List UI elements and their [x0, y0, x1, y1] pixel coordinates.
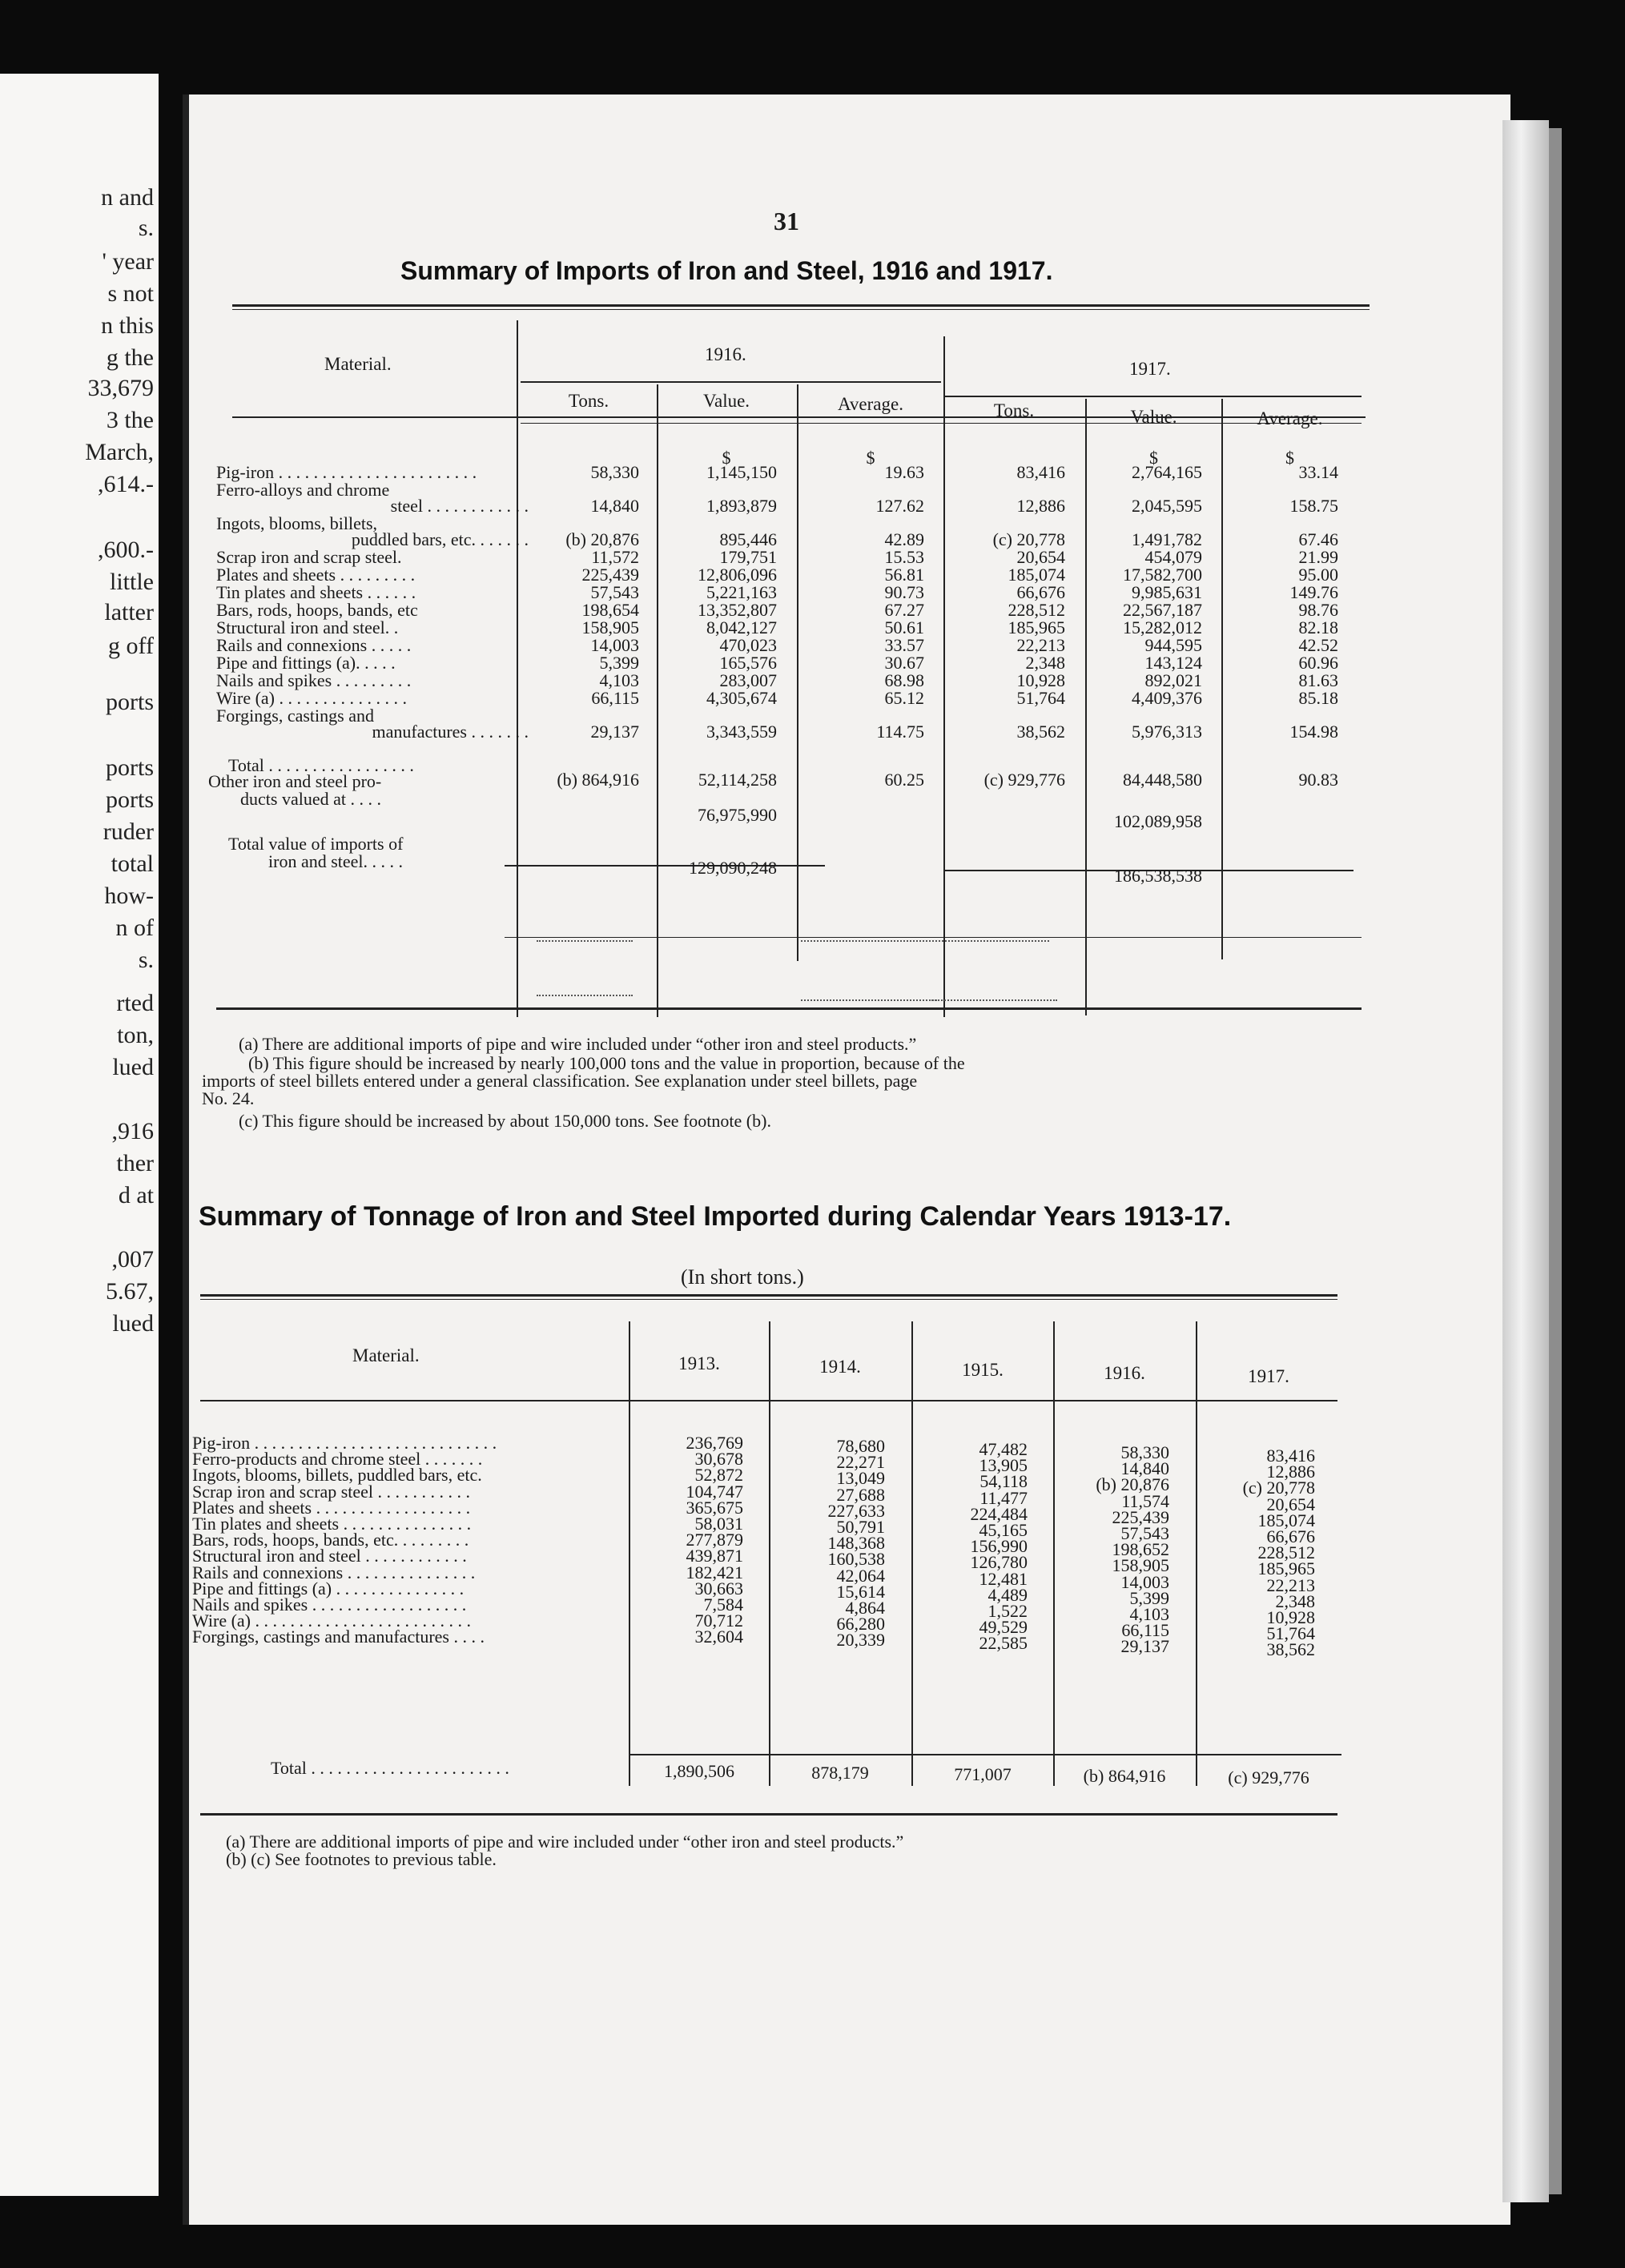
table2-material-header: Material. — [352, 1345, 420, 1365]
table1-cell: 17,582,700 — [1123, 565, 1202, 585]
table2-col-rule — [1196, 1321, 1197, 1786]
table1-cell: 8,042,127 — [706, 617, 777, 637]
table2-total-label: Total . . . . . . . . . . . . . . . . . . . . . . . — [271, 1758, 509, 1778]
table1-leader — [537, 940, 633, 942]
table1-bottom-rule — [216, 1007, 1362, 1010]
table2-cell: 70,712 — [694, 1611, 743, 1631]
table2-subtitle: (In short tons.) — [681, 1265, 804, 1289]
table1-cell: (c) 20,778 — [992, 529, 1065, 549]
table1-cell: 185,074 — [1008, 565, 1065, 585]
table1-cell: 149.76 — [1289, 582, 1338, 602]
table1-cell: 33.14 — [1298, 462, 1338, 482]
table1-cell: 19.63 — [884, 462, 924, 482]
table2-total-rule — [629, 1754, 1341, 1755]
table2-cell: 14,840 — [1120, 1458, 1169, 1479]
table2-cell: 227,633 — [827, 1500, 885, 1521]
table1-cell: 20,654 — [1016, 547, 1065, 567]
facing-page-fragment — [0, 74, 159, 2196]
left-page-text-fragment: rted — [116, 990, 154, 1016]
table2-total-cell: 771,007 — [954, 1764, 1012, 1784]
left-page-text-fragment: s not — [107, 280, 154, 307]
table1-col-header: Value. — [702, 391, 750, 411]
left-page-text-fragment: ther — [116, 1150, 154, 1176]
table1-cell: 56.81 — [884, 565, 924, 585]
left-page-text-fragment: ,614.- — [98, 471, 154, 497]
table2-cell: 185,074 — [1257, 1510, 1315, 1530]
table1-col-header: Tons. — [993, 400, 1035, 420]
table2-row-label: Tin plates and sheets . . . . . . . . . . . . . . . — [192, 1514, 472, 1534]
table2-cell: 45,165 — [979, 1520, 1028, 1540]
table2-cell: 4,864 — [845, 1598, 885, 1618]
page-edge — [183, 94, 189, 2225]
left-page-text-fragment: how- — [104, 883, 154, 909]
table2-cell: 10,928 — [1266, 1607, 1315, 1627]
left-page-text-fragment: n this — [101, 312, 154, 339]
table1-year-1916: 1916. — [705, 344, 746, 364]
table1-row-label: Scrap iron and scrap steel. — [216, 547, 402, 567]
table2-cell: (c) 20,778 — [1242, 1478, 1315, 1498]
table2-cell: 4,489 — [987, 1584, 1028, 1605]
table1-row-label: Tin plates and sheets . . . . . . — [216, 582, 416, 602]
table2-col-rule — [769, 1321, 770, 1786]
table2-year-header: 1916. — [1104, 1363, 1145, 1383]
table2-cell: 1,522 — [987, 1601, 1028, 1621]
table1-cell: 29,137 — [590, 722, 639, 742]
table2-cell: 104,747 — [686, 1481, 743, 1502]
table2-year-header: 1917. — [1248, 1366, 1289, 1386]
table1-col-header: Average. — [1257, 408, 1323, 428]
table2-row-label: Wire (a) . . . . . . . . . . . . . . . . . . . . . . . . . — [192, 1611, 472, 1631]
table1-cell: 1,893,879 — [706, 496, 777, 516]
table1-leader — [929, 940, 1049, 942]
table2-total-cell: 1,890,506 — [664, 1761, 734, 1781]
table2-row-label: Rails and connexions . . . . . . . . . . . . . . . — [192, 1562, 476, 1582]
table1-cell: 51,764 — [1016, 688, 1065, 708]
left-page-text-fragment: March, — [85, 439, 154, 465]
table2-cell: 11,477 — [979, 1487, 1028, 1508]
table1-unit-symbol: $ — [1285, 448, 1294, 468]
table2-cell: 228,512 — [1257, 1542, 1315, 1563]
table2-cell: 13,905 — [979, 1455, 1028, 1476]
table1-cell: 895,446 — [719, 529, 777, 549]
table2-col-rule — [629, 1321, 630, 1786]
table1-row-label: Wire (a) . . . . . . . . . . . . . . . — [216, 688, 408, 708]
table1-cell: 66,676 — [1016, 582, 1065, 602]
table1-cell: 13,352,807 — [698, 600, 777, 620]
left-page-text-fragment: ,007 — [111, 1246, 154, 1273]
table1-row-label: Ferro-alloys and chrome — [216, 480, 390, 500]
table2-total-cell: 878,179 — [811, 1763, 869, 1783]
table2-cell: 52,872 — [694, 1465, 743, 1486]
left-page-text-fragment: ports — [106, 754, 154, 781]
table1-row-label: Bars, rods, hoops, bands, etc — [216, 600, 418, 620]
table1-footnote: (c) This figure should be increased by about 150,000 tons. See footnote (b). — [239, 1111, 771, 1131]
table1-1916-underline — [521, 381, 941, 383]
table1-cell: 22,213 — [1016, 635, 1065, 655]
left-page-text-fragment: total — [111, 850, 154, 877]
table2-top-rule — [200, 1294, 1337, 1297]
table2-cell: 49,529 — [979, 1617, 1028, 1638]
table2-title: Summary of Tonnage of Iron and Steel Imported during Calendar Years 1913-17. — [199, 1201, 1232, 1232]
table1-cell: 1,145,150 — [706, 462, 777, 482]
table1-cell: 82.18 — [1298, 617, 1338, 637]
table1-row-label: Nails and spikes . . . . . . . . . — [216, 670, 412, 690]
table2-top-rule-2 — [200, 1299, 1337, 1300]
left-page-text-fragment: ruder — [103, 818, 154, 845]
table2-cell: 182,421 — [686, 1562, 743, 1582]
table1-cell: 179,751 — [719, 547, 777, 567]
table1-other-cell: 102,089,958 — [1114, 811, 1202, 831]
left-page-text-fragment: 5.67, — [106, 1278, 154, 1305]
table1-cell: 5,221,163 — [706, 582, 777, 602]
table2-year-header: 1913. — [678, 1353, 720, 1373]
table2-row-label: Ferro-products and chrome steel . . . . . . . — [192, 1449, 483, 1470]
table2-cell: 11,574 — [1121, 1490, 1169, 1511]
left-page-text-fragment: ,600.- — [98, 537, 154, 563]
left-page-text-fragment: n of — [115, 915, 154, 941]
table1-total-cell: (b) 864,916 — [557, 770, 639, 790]
table2-cell: 224,484 — [970, 1503, 1028, 1524]
table1-row-label: manufactures . . . . . . . — [372, 722, 529, 742]
table2-cell: 66,280 — [836, 1614, 885, 1635]
table2-row-label: Forgings, castings and manufactures . . . . — [192, 1627, 485, 1647]
table2-cell: 158,905 — [1112, 1555, 1169, 1576]
table1-row-label: Rails and connexions . . . . . — [216, 635, 412, 655]
table2-cell: 83,416 — [1266, 1446, 1315, 1466]
table2-cell: 2,348 — [1275, 1590, 1315, 1611]
table1-cell: 228,512 — [1008, 600, 1065, 620]
table1-footnote: (a) There are additional imports of pipe and wire included under “other iron and steel products.” — [239, 1034, 917, 1054]
table1-cell: 10,928 — [1016, 670, 1065, 690]
table1-cell: 892,021 — [1144, 670, 1202, 690]
table1-cell: 12,886 — [1016, 496, 1065, 516]
table2-cell: 12,886 — [1266, 1462, 1315, 1482]
table1-cell: 57,543 — [590, 582, 639, 602]
table1-title: Summary of Imports of Iron and Steel, 1916 and 1917. — [400, 256, 1053, 285]
table2-cell: 4,103 — [1129, 1604, 1169, 1624]
table1-total-cell: (c) 929,776 — [983, 770, 1065, 790]
table2-cell: 236,769 — [686, 1433, 743, 1453]
table2-cell: 38,562 — [1266, 1639, 1315, 1660]
left-page-text-fragment: s. — [138, 947, 154, 973]
table1-cell: 67.46 — [1298, 529, 1338, 549]
table1-other-rule — [505, 937, 1362, 938]
table1-cell: 14,840 — [590, 496, 639, 516]
table1-unit-symbol: $ — [866, 448, 875, 468]
table2-cell: 30,663 — [694, 1578, 743, 1598]
table2-cell: 57,543 — [1120, 1523, 1169, 1543]
table1-cell: 33.57 — [884, 635, 924, 655]
table2-row-label: Bars, rods, hoops, bands, etc. . . . . . . . . — [192, 1530, 469, 1550]
table1-cell: 127.62 — [875, 496, 924, 516]
table1-cell: 283,007 — [719, 670, 777, 690]
table1-total-cell: 84,448,580 — [1123, 770, 1202, 790]
table1-material-header: Material. — [324, 354, 392, 374]
table1-total-cell: 60.25 — [884, 770, 924, 790]
table1-row-label: Plates and sheets . . . . . . . . . — [216, 565, 416, 585]
table1-year-1917: 1917. — [1129, 359, 1171, 379]
table1-unit-symbol: $ — [722, 448, 731, 468]
table2-total-cell: (b) 864,916 — [1083, 1766, 1166, 1786]
table2-cell: 54,118 — [979, 1471, 1028, 1492]
table2-cell: 30,678 — [694, 1449, 743, 1470]
table2-cell: 58,031 — [694, 1514, 743, 1534]
table1-row-label: Ingots, blooms, billets, — [216, 513, 378, 533]
table1-row-label: puddled bars, etc. . . . . . . — [351, 529, 529, 549]
table2-col-rule — [1053, 1321, 1055, 1786]
table2-cell: 126,780 — [970, 1552, 1028, 1573]
table1-cell: 185,965 — [1008, 617, 1065, 637]
table2-cell: 13,049 — [836, 1468, 885, 1489]
left-page-text-fragment: ' year — [102, 248, 154, 275]
left-page-text-fragment: s. — [138, 215, 154, 241]
table1-cell: 143,124 — [1144, 653, 1202, 673]
table1-cell: 30.67 — [884, 653, 924, 673]
page-number: 31 — [774, 207, 799, 235]
table2-year-header: 1914. — [819, 1357, 861, 1377]
table1-cell: 154.98 — [1289, 722, 1338, 742]
table2-cell: 27,688 — [836, 1484, 885, 1505]
table1-total-label: Total . . . . . . . . . . . . . . . . . — [228, 755, 414, 775]
table1-cell: 9,985,631 — [1132, 582, 1202, 602]
table1-cell: 165,576 — [719, 653, 777, 673]
table1-row-label: Forgings, castings and — [216, 706, 374, 726]
table2-cell: 7,584 — [703, 1594, 743, 1615]
table2-cell: 5,399 — [1129, 1587, 1169, 1608]
table2-bottom-rule — [200, 1813, 1337, 1816]
table1-grand-total-label: Total value of imports of — [228, 834, 404, 854]
table2-cell: 365,675 — [686, 1497, 743, 1518]
table1-grand-total-label: iron and steel. . . . . — [268, 851, 404, 871]
table1-row-label: steel . . . . . . . . . . . . — [390, 496, 529, 516]
table1-cell: 5,976,313 — [1132, 722, 1202, 742]
table2-cell: 156,990 — [970, 1536, 1028, 1557]
left-page-text-fragment: 3 the — [106, 407, 154, 433]
table2-cell: 185,965 — [1257, 1558, 1315, 1579]
table1-row-label: Pig-iron . . . . . . . . . . . . . . . . . . . . . . . — [216, 462, 477, 482]
table1-cell: 42.89 — [884, 529, 924, 549]
table2-cell: 160,538 — [827, 1549, 885, 1570]
table2-cell: 58,330 — [1120, 1442, 1169, 1462]
table2-cell: 277,879 — [686, 1530, 743, 1550]
table1-cell: 60.96 — [1298, 653, 1338, 673]
table1-footnote: imports of steel billets entered under a general classification. See explanation under steel billets, page — [202, 1071, 918, 1091]
left-page-text-fragment: ports — [106, 786, 154, 813]
left-page-text-fragment: ton, — [117, 1022, 154, 1048]
left-page-text-fragment: latter — [104, 599, 154, 625]
table2-cell: 22,213 — [1266, 1574, 1315, 1595]
table1-cell: 158.75 — [1289, 496, 1338, 516]
left-page-text-fragment: 33,679 — [87, 375, 154, 401]
page-stack-shadow — [1549, 128, 1562, 2194]
table1-other-label: Other iron and steel pro- — [208, 771, 382, 791]
table1-cell: 42.52 — [1298, 635, 1338, 655]
table1-row-label: Pipe and fittings (a). . . . . — [216, 653, 396, 673]
table1-other-label: ducts valued at . . . . — [240, 789, 381, 809]
table2-cell: 14,003 — [1120, 1571, 1169, 1592]
table2-cell: 439,871 — [686, 1546, 743, 1566]
table2-row-label: Plates and sheets . . . . . . . . . . . . . . . . . . — [192, 1497, 471, 1518]
table1-cell: 90.73 — [884, 582, 924, 602]
table2-cell: 50,791 — [836, 1517, 885, 1537]
table2-cell: 148,368 — [827, 1533, 885, 1554]
table2-cell: (b) 20,876 — [1096, 1474, 1169, 1495]
table1-cell: 944,595 — [1144, 635, 1202, 655]
table1-other-cell: 76,975,990 — [698, 805, 777, 825]
table1-leader — [801, 999, 937, 1001]
table1-cell: 4,103 — [599, 670, 639, 690]
table2-row-label: Pipe and fittings (a) . . . . . . . . . . . . . . . — [192, 1578, 465, 1598]
table1-total-cell: 90.83 — [1298, 770, 1338, 790]
left-page-text-fragment: little — [110, 569, 154, 595]
table1-cell: 4,409,376 — [1132, 688, 1202, 708]
table1-cell: 114.75 — [876, 722, 924, 742]
table2-cell: 20,654 — [1266, 1494, 1315, 1514]
table1-top-rule-2 — [232, 309, 1370, 310]
table1-cell: 68.98 — [884, 670, 924, 690]
table1-cell: 15.53 — [884, 547, 924, 567]
table1-cell: 65.12 — [884, 688, 924, 708]
table1-cell: 11,572 — [591, 547, 639, 567]
table1-footnote: (b) This figure should be increased by nearly 100,000 tons and the value in proportion, because of the — [248, 1053, 965, 1073]
table1-row-label: Structural iron and steel. . — [216, 617, 399, 637]
table1-cell: 22,567,187 — [1123, 600, 1202, 620]
table2-cell: 78,680 — [836, 1436, 885, 1456]
left-page-text-fragment: g off — [108, 633, 154, 659]
table2-cell: 225,439 — [1112, 1506, 1169, 1527]
table1-cell: 470,023 — [719, 635, 777, 655]
table1-cell: 50.61 — [884, 617, 924, 637]
table1-cell: 15,282,012 — [1123, 617, 1202, 637]
table2-footnote: (b) (c) See footnotes to previous table. — [226, 1849, 497, 1869]
table1-cell: 85.18 — [1298, 688, 1338, 708]
table1-grand-total-cell: 186,538,538 — [1114, 866, 1202, 886]
table1-cell: 454,079 — [1144, 547, 1202, 567]
table1-cell: 14,003 — [590, 635, 639, 655]
table2-row-label: Pig-iron . . . . . . . . . . . . . . . . . . . . . . . . . . . . — [192, 1433, 497, 1453]
table1-cell: 2,045,595 — [1132, 496, 1202, 516]
table1-leader — [537, 995, 633, 996]
table2-cell: 12,481 — [979, 1568, 1028, 1589]
table1-cell: 1,491,782 — [1132, 529, 1202, 549]
table1-cell: 67.27 — [884, 600, 924, 620]
table1-leader — [801, 940, 937, 942]
table1-total-cell: 52,114,258 — [698, 770, 777, 790]
table2-cell: 51,764 — [1266, 1623, 1315, 1644]
table2-cell: 66,115 — [1121, 1620, 1169, 1641]
table2-cell: 42,064 — [836, 1565, 885, 1586]
table2-footnote: (a) There are additional imports of pipe and wire included under “other iron and steel products.” — [226, 1832, 904, 1852]
table1-footnote: No. 24. — [202, 1088, 255, 1108]
table1-cell: 225,439 — [581, 565, 639, 585]
table1-cell: 58,330 — [590, 462, 639, 482]
left-page-text-fragment: d at — [118, 1182, 154, 1208]
table1-cell: 21.99 — [1298, 547, 1338, 567]
left-page-text-fragment: ports — [106, 689, 154, 715]
table1-cell: 2,764,165 — [1132, 462, 1202, 482]
table2-row-label: Nails and spikes . . . . . . . . . . . . . . . . . . — [192, 1594, 467, 1615]
table1-unit-symbol: $ — [1149, 448, 1158, 468]
table1-cell: 38,562 — [1016, 722, 1065, 742]
left-page-text-fragment: g the — [106, 344, 154, 371]
table2-cell: 29,137 — [1120, 1636, 1169, 1657]
table1-cell: 5,399 — [599, 653, 639, 673]
table1-cell: 98.76 — [1298, 600, 1338, 620]
table2-cell: 47,482 — [979, 1439, 1028, 1459]
table1-top-rule — [232, 304, 1370, 307]
left-page-text-fragment: n and — [101, 184, 154, 211]
table2-row-label: Scrap iron and scrap steel . . . . . . . . . . . — [192, 1481, 471, 1502]
table2-col-rule — [911, 1321, 913, 1786]
table1-col-header: Value. — [1130, 407, 1177, 427]
table1-leader — [929, 999, 1057, 1001]
left-page-text-fragment: ,916 — [111, 1118, 154, 1144]
table1-cell: 95.00 — [1298, 565, 1338, 585]
table1-cell: (b) 20,876 — [565, 529, 639, 549]
table1-cell: 4,305,674 — [706, 688, 777, 708]
table2-cell: 66,676 — [1266, 1526, 1315, 1546]
table2-cell: 15,614 — [836, 1581, 885, 1602]
table2-year-header: 1915. — [962, 1360, 1004, 1380]
table1-cell: 83,416 — [1016, 462, 1065, 482]
table1-cell: 2,348 — [1025, 653, 1065, 673]
table1-cell: 3,343,559 — [706, 722, 777, 742]
page-stack-edge — [1502, 120, 1549, 2202]
left-page-text-fragment: lued — [112, 1054, 154, 1080]
table1-cell: 12,806,096 — [698, 565, 777, 585]
table1-1917-underline — [945, 396, 1362, 397]
table1-cell: 81.63 — [1298, 670, 1338, 690]
table1-col-header: Average. — [838, 394, 903, 414]
table2-cell: 22,271 — [836, 1452, 885, 1473]
left-page-text-fragment: lued — [112, 1310, 154, 1337]
table1-cell: 66,115 — [591, 688, 639, 708]
table2-cell: 198,652 — [1112, 1539, 1169, 1560]
table2-cell: 22,585 — [979, 1633, 1028, 1654]
table2-row-label: Ingots, blooms, billets, puddled bars, etc. — [192, 1465, 482, 1486]
table2-cell: 32,604 — [694, 1627, 743, 1647]
table2-total-cell: (c) 929,776 — [1228, 1767, 1309, 1787]
table2-cell: 20,339 — [836, 1630, 885, 1651]
table1-cell: 198,654 — [581, 600, 639, 620]
table1-col-header: Tons. — [568, 391, 609, 411]
table1-grand-total-cell: 129,090,248 — [689, 858, 777, 878]
table1-cell: 158,905 — [581, 617, 639, 637]
table2-row-label: Structural iron and steel . . . . . . . . . . . . — [192, 1546, 467, 1566]
